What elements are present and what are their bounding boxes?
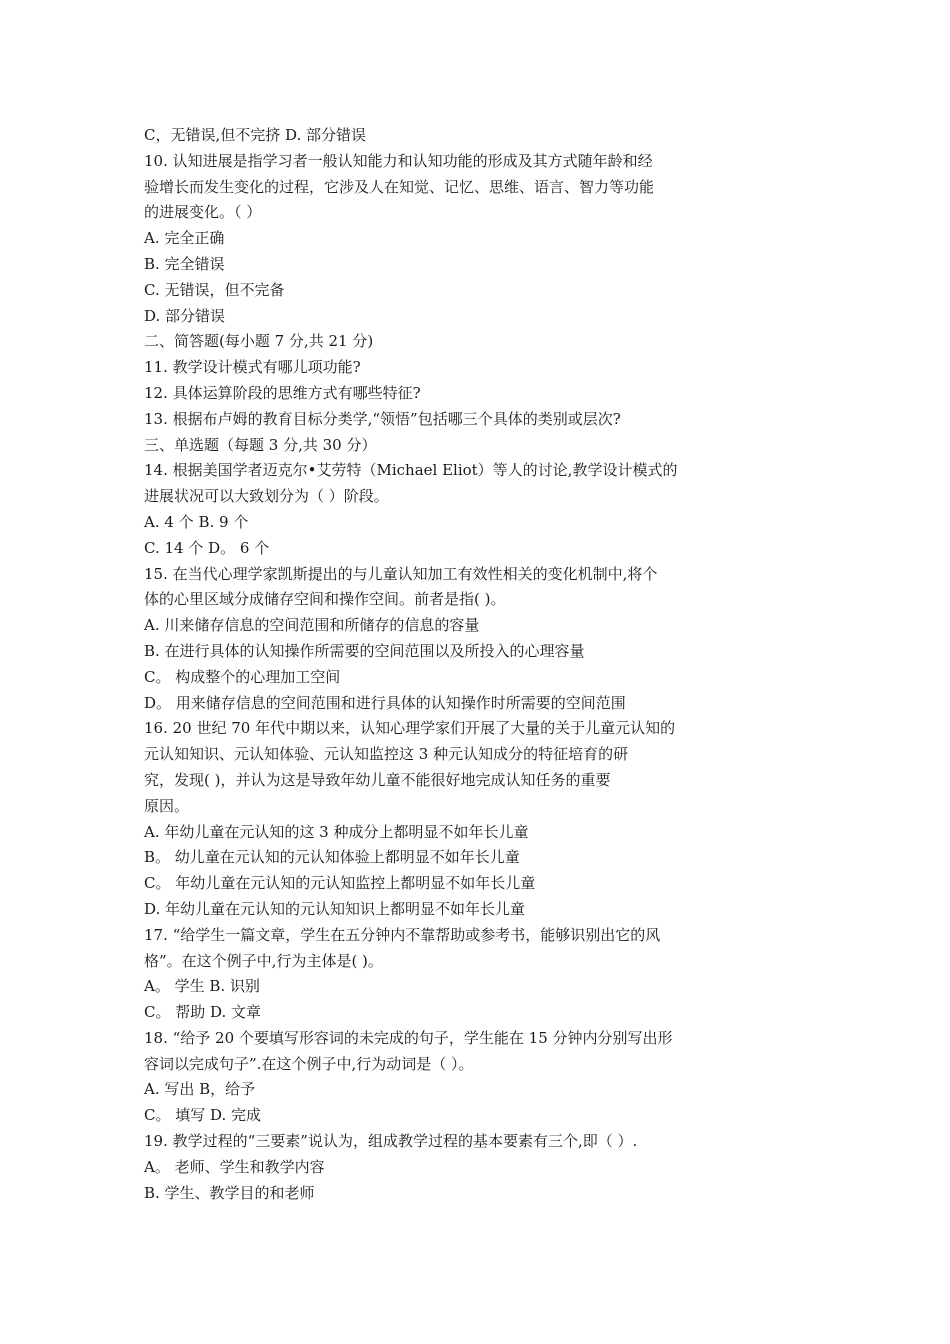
question-10-option-d: D. 部分错误 <box>144 306 226 325</box>
question-14-options-ab: A. 4 个 B. 9 个 <box>144 512 249 531</box>
question-15-text-cont: 体的心里区域分成储存空间和操作空间。前者是指( )。 <box>144 590 506 609</box>
question-15-text: 15. 在当代心理学家凯斯提出的与儿童认知加工有效性相关的变化机制中,将个 <box>144 564 658 583</box>
question-13-text: 13. 根据布卢姆的教育目标分类学,“领悟”包括哪三个具体的类别或层次? <box>144 409 621 428</box>
question-18-text: 18. “给予 20 个要填写形容词的未完成的句子，学生能在 15 分钟内分别写出形 <box>144 1028 673 1047</box>
question-16-option-a: A. 年幼儿童在元认知的这 3 种成分上都明显不如年长儿童 <box>144 822 529 841</box>
question-16-text-cont-2: 究，发现( )，并认为这是导致年幼儿童不能很好地完成认知任务的重要 <box>144 770 611 789</box>
question-18-options-ab: A. 写出 B，给予 <box>144 1080 256 1099</box>
question-16-option-c: C。 年幼儿童在元认知的元认知监控上都明显不如年长儿童 <box>144 874 536 893</box>
question-19-text: 19. 教学过程的“三要素”说认为，组成教学过程的基本要素有三个,即（ ）. <box>144 1132 638 1151</box>
question-12-text: 12. 具体运算阶段的思维方式有哪些特征? <box>144 383 421 402</box>
question-19-option-a: A。 老师、学生和教学内容 <box>144 1157 325 1176</box>
question-18-options-cd: C。 填写 D. 完成 <box>144 1106 262 1125</box>
answer-option-line: C，无错误,但不完挤 D. 部分错误 <box>144 126 367 144</box>
section-heading-single-choice: 三、单选题（每题 3 分,共 30 分） <box>144 435 377 454</box>
question-10-option-a: A. 完全正确 <box>144 229 225 248</box>
question-16-option-d: D. 年幼儿童在元认知的元认知知识上都明显不如年长儿童 <box>144 899 526 918</box>
question-18-text-cont: 容词以完成句子”.在这个例子中,行为动词是（ ）。 <box>144 1054 474 1073</box>
question-17-text-cont: 格”。在这个例子中,行为主体是( )。 <box>144 951 383 970</box>
question-14-text-cont: 进展状况可以大致划分为（ ）阶段。 <box>144 487 389 506</box>
section-heading-short-answer: 二、简答题(每小题 7 分,共 21 分) <box>144 332 374 351</box>
question-17-text: 17. “给学生一篇文章，学生在五分钟内不靠帮助或参考书，能够识别出它的风 <box>144 925 661 944</box>
question-16-text: 16. 20 世纪 70 年代中期以来，认知心理学家们开展了大量的关于儿童元认知的 <box>144 719 676 738</box>
question-10-text: 10. 认知进展是指学习者一般认知能力和认知功能的形成及其方式随年龄和经 <box>144 151 653 170</box>
question-10-option-c: C. 无错误，但不完备 <box>144 280 285 299</box>
question-17-options-ab: A。 学生 B. 识别 <box>144 977 260 996</box>
question-17-options-cd: C。 帮助 D. 文章 <box>144 1003 262 1022</box>
document-body <box>144 123 784 1206</box>
question-10-text-end: 的进展变化。（ ） <box>144 203 262 222</box>
question-11-text: 11. 教学设计模式有哪儿项功能? <box>144 358 361 377</box>
question-15-option-d: D。 用来储存信息的空间范围和进行具体的认知操作时所需要的空间范围 <box>144 693 626 712</box>
question-14-options-cd: C. 14 个 D。 6 个 <box>144 538 270 557</box>
question-15-option-b: B. 在进行具体的认知操作所需要的空间范围以及所投入的心理容量 <box>144 641 585 660</box>
question-15-option-a: A. 川来储存信息的空间范围和所储存的信息的容量 <box>144 616 480 635</box>
question-16-text-end: 原因。 <box>144 796 190 815</box>
question-19-option-b: B. 学生、教学目的和老师 <box>144 1183 315 1202</box>
question-10-text-cont: 验增长而发生变化的过程，它涉及人在知觉、记忆、思维、语言、智力等功能 <box>144 177 655 196</box>
question-16-option-b: B。 幼儿童在元认知的元认知体验上都明显不如年长儿童 <box>144 848 520 867</box>
question-15-option-c: C。 构成整个的心理加工空间 <box>144 667 341 686</box>
question-14-text: 14. 根据美国学者迈克尔•艾劳特（Michael Eliot）等人的讨论,教学设计模式的 <box>144 461 678 480</box>
question-16-text-cont: 元认知知识、元认知体验、元认知监控这 3 种元认知成分的特征培育的研 <box>144 745 629 764</box>
question-10-option-b: B. 完全错误 <box>144 254 225 273</box>
